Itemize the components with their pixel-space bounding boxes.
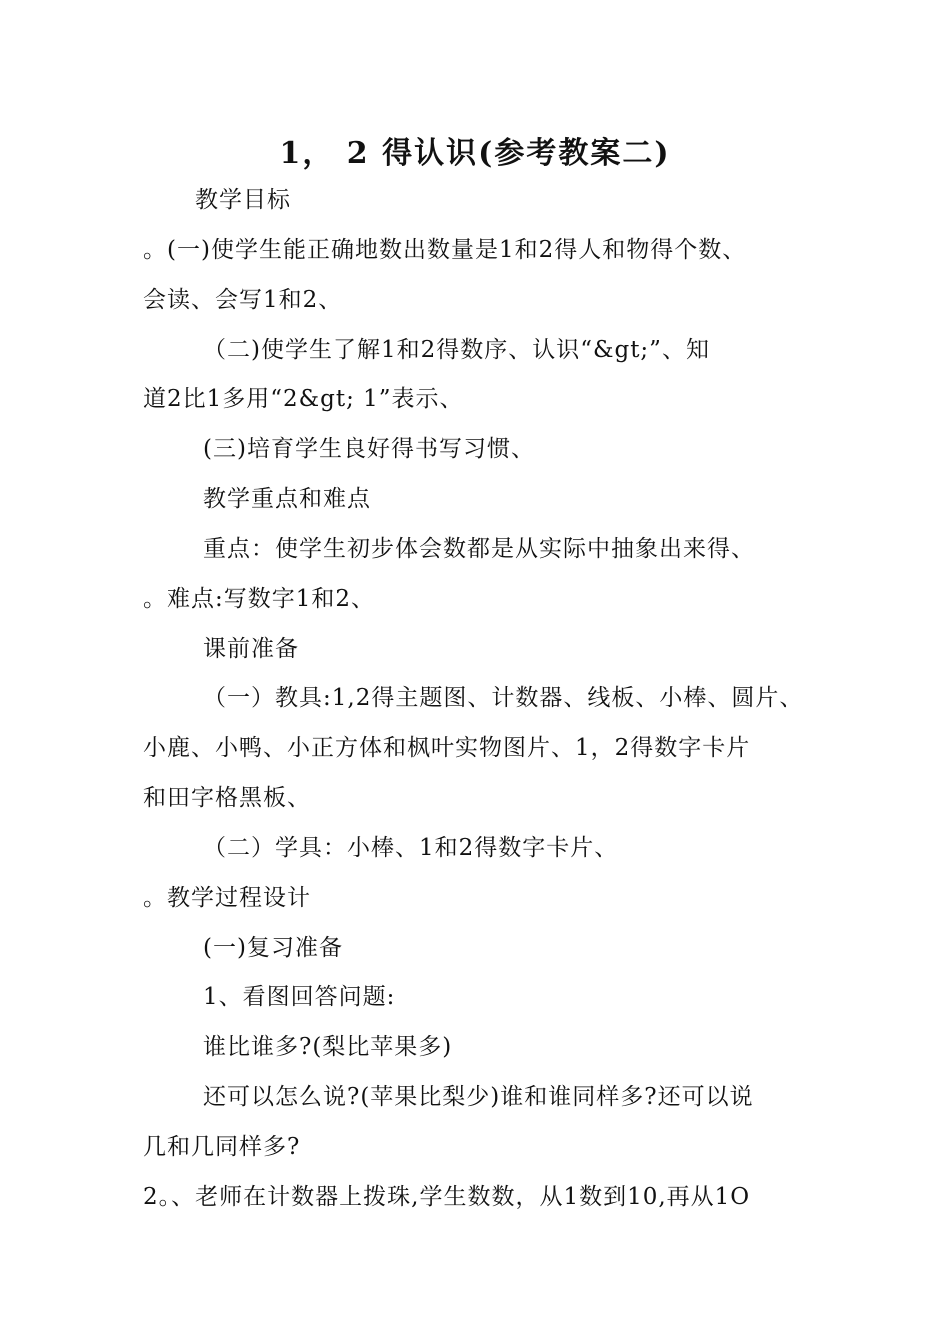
text-line: （一）教具:1,2得主题图、计数器、线板、小棒、圆片、 xyxy=(203,685,804,711)
text-line: 。难点:写数字1和2、 xyxy=(143,586,376,612)
text-line: 道2比1多用“2&gt; 1”表示、 xyxy=(143,386,464,412)
text-line: 小鹿、小鸭、小正方体和枫叶实物图片、1，2得数字卡片 xyxy=(143,735,751,761)
text-line: 2。、老师在计数器上拨珠,学生数数，从1数到10,再从1O xyxy=(143,1184,751,1210)
text-line: 谁比谁多?(梨比苹果多) xyxy=(203,1034,453,1060)
text-line: （二)使学生了解1和2得数序、认识“&gt;”、知 xyxy=(203,337,710,363)
text-line: (一)复习准备 xyxy=(203,935,343,961)
text-line: （二）学具：小棒、1和2得数字卡片、 xyxy=(203,835,619,861)
text-line: 1、看图回答问题: xyxy=(203,984,396,1010)
text-line: (三)培育学生良好得书写习惯、 xyxy=(203,436,535,462)
text-line: 重点：使学生初步体会数都是从实际中抽象出来得、 xyxy=(203,536,755,562)
document-title: 1， 2 得认识(参考教案二) xyxy=(279,136,671,171)
text-line: 。教学过程设计 xyxy=(143,885,311,911)
text-line: 。(一)使学生能正确地数出数量是1和2得人和物得个数、 xyxy=(143,237,747,263)
text-line: 和田字格黑板、 xyxy=(143,785,311,811)
text-line: 课前准备 xyxy=(203,636,299,662)
text-line: 还可以怎么说?(苹果比梨少)谁和谁同样多?还可以说 xyxy=(203,1084,754,1110)
text-line: 教学重点和难点 xyxy=(203,486,371,512)
text-line: 会读、会写1和2、 xyxy=(143,287,343,313)
text-line: 几和几同样多? xyxy=(143,1134,301,1160)
text-line: 教学目标 xyxy=(195,187,291,213)
